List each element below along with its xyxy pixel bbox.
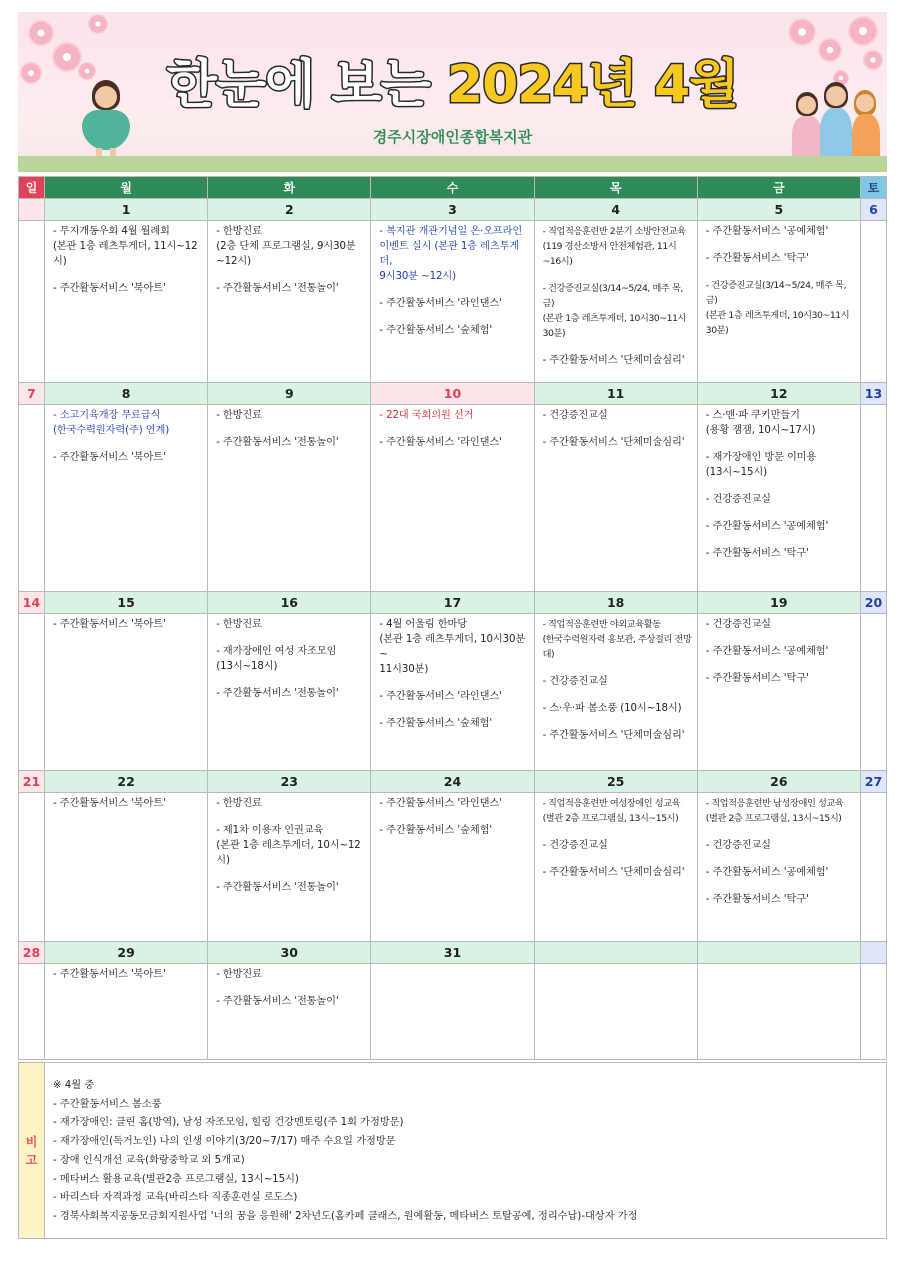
weekday-thursday: 목 bbox=[534, 177, 697, 199]
weekday-wednesday: 수 bbox=[371, 177, 534, 199]
event-item: - 제1차 이용자 인권교육 (본관 1층 레츠투게더, 10시~12시) bbox=[216, 825, 361, 866]
event-item: - 한방진료 (2층 단체 프로그램실, 9시30분~12시) bbox=[216, 226, 356, 267]
event-item: - 주간활동서비스 '전통놀이' bbox=[216, 688, 339, 699]
event-item: - 주간활동서비스 '라인댄스' bbox=[379, 798, 502, 809]
day-cell-tuesday bbox=[208, 614, 371, 771]
week-1-date-row bbox=[19, 199, 887, 221]
event-item: - 주간활동서비스 '라인댄스' bbox=[379, 298, 502, 309]
event-item: - 주간활동서비스 '탁구' bbox=[705, 253, 809, 264]
header-banner bbox=[18, 12, 887, 172]
event-item: - 주간활동서비스 '북아트' bbox=[53, 619, 166, 630]
remarks-line: - 메타버스 활용교육(별관2층 프로그램실, 13시~15시) bbox=[53, 1173, 299, 1185]
date-wednesday: 31 bbox=[371, 942, 534, 964]
weekday-header-row bbox=[19, 177, 887, 199]
day-cell-sunday bbox=[19, 793, 45, 942]
day-cell-monday bbox=[45, 964, 208, 1060]
event-item: - 직업적응훈련반 2분기 소방안전교육 (119 경산소방서 안전체험관, 11시~16시) bbox=[542, 226, 686, 267]
event-item: - 직업적응훈련반 야외교육활동 (한국수력원자력 홍보관, 주상절리 전망대) bbox=[542, 619, 692, 660]
date-tuesday: 30 bbox=[208, 942, 371, 964]
day-cell-saturday bbox=[860, 614, 886, 771]
week-5-events-row bbox=[19, 964, 887, 1060]
date-friday: 19 bbox=[697, 592, 860, 614]
date-monday: 8 bbox=[45, 383, 208, 405]
date-wednesday: 17 bbox=[371, 592, 534, 614]
day-cell-monday bbox=[45, 793, 208, 942]
page-title bbox=[18, 42, 887, 117]
event-item: - 주간활동서비스 '전통놀이' bbox=[216, 996, 339, 1007]
event-item: - 직업적응훈련반 남성장애인 성교육 (별관 2층 프로그램실, 13시~15시) bbox=[705, 798, 844, 824]
event-item: - 주간활동서비스 '전통놀이' bbox=[216, 283, 339, 294]
day-cell-sunday bbox=[19, 405, 45, 592]
event-item: - 건강증진교실 bbox=[542, 840, 608, 851]
day-cell-wednesday bbox=[371, 221, 534, 383]
event-item: - 주간활동서비스 '공예체험' bbox=[705, 226, 829, 237]
event-item: - 22대 국회의원 선거 bbox=[379, 410, 474, 421]
date-friday: 5 bbox=[697, 199, 860, 221]
day-cell-wednesday bbox=[371, 964, 534, 1060]
week-3-events-row bbox=[19, 614, 887, 771]
week-2-events-row bbox=[19, 405, 887, 592]
day-cell-monday bbox=[45, 614, 208, 771]
title-prefix: 한눈에 보는 bbox=[166, 55, 447, 115]
weekday-tuesday: 화 bbox=[208, 177, 371, 199]
remarks-table bbox=[18, 1062, 887, 1239]
day-cell-saturday bbox=[860, 405, 886, 592]
remarks-label-char-2: 고 bbox=[25, 1152, 38, 1167]
day-cell-thursday bbox=[534, 614, 697, 771]
date-saturday: 6 bbox=[860, 199, 886, 221]
event-item: - 주간활동서비스 '라인댄스' bbox=[379, 437, 502, 448]
event-item: - 건강증진교실 bbox=[542, 410, 608, 421]
day-cell-thursday bbox=[534, 964, 697, 1060]
date-saturday: 27 bbox=[860, 771, 886, 793]
day-cell-thursday bbox=[534, 793, 697, 942]
day-cell-wednesday bbox=[371, 793, 534, 942]
event-item: - 한방진료 bbox=[216, 410, 262, 421]
week-2-date-row bbox=[19, 383, 887, 405]
day-cell-monday bbox=[45, 221, 208, 383]
week-5-date-row bbox=[19, 942, 887, 964]
day-cell-saturday bbox=[860, 964, 886, 1060]
day-cell-friday bbox=[697, 793, 860, 942]
event-item: - 주간활동서비스 '북아트' bbox=[53, 283, 166, 294]
date-thursday: 4 bbox=[534, 199, 697, 221]
day-cell-sunday bbox=[19, 221, 45, 383]
date-sunday: 7 bbox=[19, 383, 45, 405]
event-item: - 직업적응훈련반 여성장애인 성교육 (별관 2층 프로그램실, 13시~15시) bbox=[542, 798, 681, 824]
week-1-events-row bbox=[19, 221, 887, 383]
day-cell-tuesday bbox=[208, 405, 371, 592]
day-cell-tuesday bbox=[208, 221, 371, 383]
event-item: - 주간활동서비스 '단체미술심리' bbox=[542, 437, 685, 448]
remarks-line: - 재가장애인: 클린 홈(방역), 남성 자조모임, 힐링 건강멘토링(주 1회 가정방문) bbox=[53, 1117, 404, 1129]
event-item: - 소고기육개장 무료급식 (한국수력원자력(주) 연계) bbox=[53, 410, 170, 436]
day-cell-thursday bbox=[534, 221, 697, 383]
remarks-content bbox=[45, 1063, 887, 1239]
remarks-line: ※ 4월 중 bbox=[53, 1080, 95, 1091]
event-item: - 한방진료 bbox=[216, 798, 262, 809]
date-thursday: 18 bbox=[534, 592, 697, 614]
day-cell-thursday bbox=[534, 405, 697, 592]
event-item: - 스·맨·파 쿠키만들기 (용황 잼잼, 10시~17시) bbox=[705, 410, 816, 436]
event-item: - 주간활동서비스 '공예체험' bbox=[705, 646, 829, 657]
event-item: - 주간활동서비스 '숲체험' bbox=[379, 718, 493, 729]
event-item: - 주간활동서비스 '단체미술심리' bbox=[542, 867, 685, 878]
date-wednesday: 10 bbox=[371, 383, 534, 405]
event-item: - 주간활동서비스 '라인댄스' bbox=[379, 691, 502, 702]
event-item: - 주간활동서비스 '숲체험' bbox=[379, 825, 493, 836]
weekday-sunday: 일 bbox=[19, 177, 45, 199]
date-sunday bbox=[19, 199, 45, 221]
event-item: - 주간활동서비스 '공예체험' bbox=[705, 521, 829, 532]
date-tuesday: 2 bbox=[208, 199, 371, 221]
date-thursday bbox=[534, 942, 697, 964]
date-monday: 15 bbox=[45, 592, 208, 614]
weekday-friday: 금 bbox=[697, 177, 860, 199]
grass-strip bbox=[18, 156, 887, 172]
event-item: - 주간활동서비스 '탁구' bbox=[705, 894, 809, 905]
date-saturday: 20 bbox=[860, 592, 886, 614]
date-monday: 29 bbox=[45, 942, 208, 964]
remarks-line: - 바리스타 자격과정 교육(바리스타 직종훈련실 로도스) bbox=[53, 1192, 298, 1204]
date-tuesday: 23 bbox=[208, 771, 371, 793]
event-item: - 주간활동서비스 '북아트' bbox=[53, 452, 166, 463]
event-item: - 주간활동서비스 '탁구' bbox=[705, 673, 809, 684]
event-item: - 재가장애인 여성 자조모임 (13시~18시) bbox=[216, 646, 337, 672]
date-saturday bbox=[860, 942, 886, 964]
remarks-line: - 주간활동서비스 봄소풍 bbox=[53, 1098, 162, 1110]
day-cell-wednesday bbox=[371, 405, 534, 592]
day-cell-friday bbox=[697, 964, 860, 1060]
remarks-line: - 재가장애인(독거노인) 나의 인생 이야기(3/20~7/17) 매주 수요일 가정방문 bbox=[53, 1136, 396, 1148]
event-item: - 한방진료 bbox=[216, 969, 262, 980]
event-item: - 건강증진교실(3/14~5/24, 매주 목, 금) (본관 1층 레츠투게더, 10시30~11시30분) bbox=[705, 280, 850, 336]
week-4-events-row bbox=[19, 793, 887, 942]
date-friday: 26 bbox=[697, 771, 860, 793]
event-item: - 무지개동우회 4월 월례회 (본관 1층 레츠투게더, 11시~12시) bbox=[53, 226, 198, 267]
date-tuesday: 9 bbox=[208, 383, 371, 405]
week-3-date-row bbox=[19, 592, 887, 614]
day-cell-sunday bbox=[19, 614, 45, 771]
date-wednesday: 24 bbox=[371, 771, 534, 793]
event-item: - 건강증진교실 bbox=[542, 676, 608, 687]
calendar-table bbox=[18, 176, 887, 1060]
date-saturday: 13 bbox=[860, 383, 886, 405]
title-month: 2024년 4월 bbox=[446, 55, 739, 115]
event-item: - 주간활동서비스 '북아트' bbox=[53, 798, 166, 809]
week-4-date-row bbox=[19, 771, 887, 793]
day-cell-tuesday bbox=[208, 964, 371, 1060]
remarks-line: - 경북사회복지공동모금회지원사업 '너의 꿈을 응원해' 2차년도(홈카페 클래스, 원예활동, 메타버스 토탈공예, 정리수납)-대상자 가정 bbox=[53, 1210, 638, 1222]
date-monday: 22 bbox=[45, 771, 208, 793]
day-cell-tuesday bbox=[208, 793, 371, 942]
event-item: - 건강증진교실 bbox=[705, 619, 771, 630]
day-cell-sunday bbox=[19, 964, 45, 1060]
event-item: - 복지관 개관기념일 온·오프라인 이벤트 실시 (본관 1층 레츠투게더, 9시30분 ~12시) bbox=[379, 226, 523, 282]
date-sunday: 14 bbox=[19, 592, 45, 614]
event-item: - 건강증진교실(3/14~5/24, 매주 목, 금) (본관 1층 레츠투게더, 10시30~11시30분) bbox=[542, 283, 687, 339]
remarks-label bbox=[19, 1063, 45, 1239]
organization-name: 경주시장애인종합복지관 bbox=[372, 128, 533, 146]
date-friday bbox=[697, 942, 860, 964]
event-item: - 스·우·파 봄소풍 (10시~18시) bbox=[542, 703, 682, 714]
remarks-label-char-1: 비 bbox=[25, 1134, 38, 1149]
weekday-monday: 월 bbox=[45, 177, 208, 199]
date-wednesday: 3 bbox=[371, 199, 534, 221]
date-thursday: 25 bbox=[534, 771, 697, 793]
weekday-saturday: 토 bbox=[860, 177, 886, 199]
day-cell-friday bbox=[697, 221, 860, 383]
day-cell-saturday bbox=[860, 793, 886, 942]
day-cell-monday bbox=[45, 405, 208, 592]
event-item: - 주간활동서비스 '탁구' bbox=[705, 548, 809, 559]
event-item: - 건강증진교실 bbox=[705, 494, 771, 505]
event-item: - 건강증진교실 bbox=[705, 840, 771, 851]
day-cell-friday bbox=[697, 614, 860, 771]
date-thursday: 11 bbox=[534, 383, 697, 405]
event-item: - 재가장애인 방문 이미용 (13시~15시) bbox=[705, 452, 817, 478]
event-item: - 주간활동서비스 '단체미술심리' bbox=[542, 730, 685, 741]
date-tuesday: 16 bbox=[208, 592, 371, 614]
event-item: - 4월 어울림 한마당 (본관 1층 레츠투게더, 10시30분~ 11시30분) bbox=[379, 619, 526, 675]
event-item: - 주간활동서비스 '숲체험' bbox=[379, 325, 493, 336]
event-item: - 주간활동서비스 '전통놀이' bbox=[216, 437, 339, 448]
event-item: - 주간활동서비스 '전통놀이' bbox=[216, 882, 339, 893]
day-cell-saturday bbox=[860, 221, 886, 383]
day-cell-friday bbox=[697, 405, 860, 592]
event-item: - 주간활동서비스 '공예체험' bbox=[705, 867, 829, 878]
event-item: - 주간활동서비스 '북아트' bbox=[53, 969, 166, 980]
date-sunday: 28 bbox=[19, 942, 45, 964]
day-cell-wednesday bbox=[371, 614, 534, 771]
date-monday: 1 bbox=[45, 199, 208, 221]
date-sunday: 21 bbox=[19, 771, 45, 793]
event-item: - 한방진료 bbox=[216, 619, 262, 630]
event-item: - 주간활동서비스 '단체미술심리' bbox=[542, 355, 685, 366]
date-friday: 12 bbox=[697, 383, 860, 405]
remarks-line: - 장애 인식개선 교육(화랑중학교 외 5개교) bbox=[53, 1154, 245, 1166]
